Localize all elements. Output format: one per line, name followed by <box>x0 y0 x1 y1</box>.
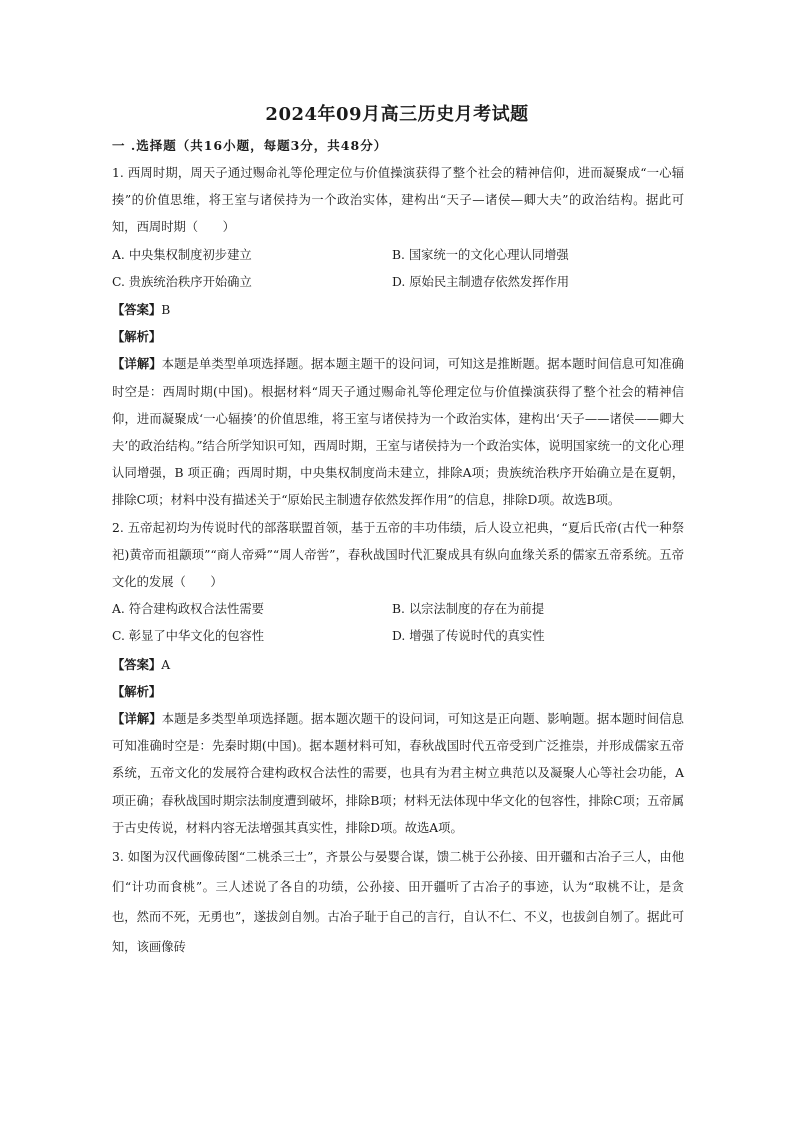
question-3-stem: 3. 如图为汉代画像砖图“二桃杀三士”，齐景公与晏婴合谋，馈二桃于公孙接、田开疆和古冶子三人，由他们“计功而食桃”。三人述说了各自的功绩，公孙接、田开疆听了古冶子的事迹，认为“取桃不让，是贪也，然而不死，无勇也”，遂拔剑自刎。古冶子耻于自己的言行，自认不仁、不义，也拔剑自刎了。据此可知，该画像砖 <box>112 849 684 954</box>
question-1-options <box>112 242 684 296</box>
detail-text: 本题是单类型单项选择题。据本题主题干的设问词，可知这是推断题。据本题时间信息可知准确时空是：西周时期(中国)。根据材料“周天子通过赐命礼等伦理定位与价值操演获得了整个社会的精神信仰，进而凝聚成‘一心辐揍’的价值思维，将王室与诸侯持为一个政治实体，建构出‘天子——诸侯——卿大夫’的政治结构。”结合所学知识可知，西周时期，王室与诸侯持为一个政治实体，说明国家统一的文化心理认同增强，B 项正确；西周时期，中央集权制度尚未建立，排除A项；贵族统治秩序开始确立是在夏朝，排除C项；材料中没有描述关于“原始民主制遗存依然发挥作用”的信息，排除D项。故选B项。 <box>112 357 684 508</box>
option-a: A. 符合建构政权合法性需要 <box>112 602 264 617</box>
answer-value: B <box>161 302 171 317</box>
answer-line <box>112 651 684 678</box>
option-b: B. 以宗法制度的存在为前提 <box>392 602 545 617</box>
section-heading: 一 .选择题（共16小题，每题3分，共48分） <box>112 138 388 153</box>
question-2-stem: 2. 五帝起初均为传说时代的部落联盟首领，基于五帝的丰功伟绩，后人设立祀典，“夏后氏帝(古代一种祭祀)黄帝而祖颛顼”“商人帝舜”“周人帝喾”，春秋战国时代汇聚成具有纵向血缘关系的儒家五帝系统。五帝文化的发展（ ） <box>112 520 684 589</box>
option-d: D. 原始民主制遗存依然发挥作用 <box>392 274 570 289</box>
question-2-options <box>112 596 684 650</box>
answer-line <box>112 296 684 323</box>
detail-tag: 【详解】 <box>112 710 162 726</box>
answer-value: A <box>161 657 171 672</box>
detail-paragraph <box>112 705 684 842</box>
detail-paragraph <box>112 350 684 514</box>
option-c: C. 贵族统治秩序开始确立 <box>112 274 252 289</box>
option-d: D. 增强了传说时代的真实性 <box>392 629 545 644</box>
option-c: C. 彰显了中华文化的包容性 <box>112 629 265 644</box>
answer-tag: 【答案】 <box>112 656 162 672</box>
detail-text: 本题是多类型单项选择题。据本题次题干的设问词，可知这是正向题、影响题。据本题时间信息可知准确时空是：先秦时期(中国)。据本题材料可知，春秋战国时代五帝受到广泛推崇，并形成儒家五帝系统，五帝文化的发展符合建构政权合法性的需要，也具有为君主树立典范以及凝聚人心等社会功能，A项正确；春秋战国时期宗法制度遭到破坏，排除B项；材料无法体现中华文化的包容性，排除C项；五帝属于古史传说，材料内容无法增强其真实性，排除D项。故选A项。 <box>112 711 684 835</box>
analysis-tag: 【解析】 <box>112 329 162 345</box>
option-b: B. 国家统一的文化心理认同增强 <box>392 247 569 262</box>
answer-tag: 【答案】 <box>112 301 162 317</box>
question-2 <box>112 515 684 842</box>
question-1-stem: 1. 西周时期，周天子通过赐命礼等伦理定位与价值操演获得了整个社会的精神信仰，进而凝聚成“一心辐揍”的价值思维，将王室与诸侯持为一个政治实体，建构出“天子—诸侯—卿大夫”的政治结构。据此可知，西周时期（ ） <box>112 166 684 235</box>
detail-tag: 【详解】 <box>112 356 162 372</box>
question-1 <box>112 160 684 515</box>
document-body <box>112 160 684 962</box>
page-title: 2024年09月高三历史月考试题 <box>265 104 529 125</box>
option-a: A. 中央集权制度初步建立 <box>112 247 252 262</box>
analysis-tag: 【解析】 <box>112 683 162 699</box>
question-3 <box>112 842 684 962</box>
